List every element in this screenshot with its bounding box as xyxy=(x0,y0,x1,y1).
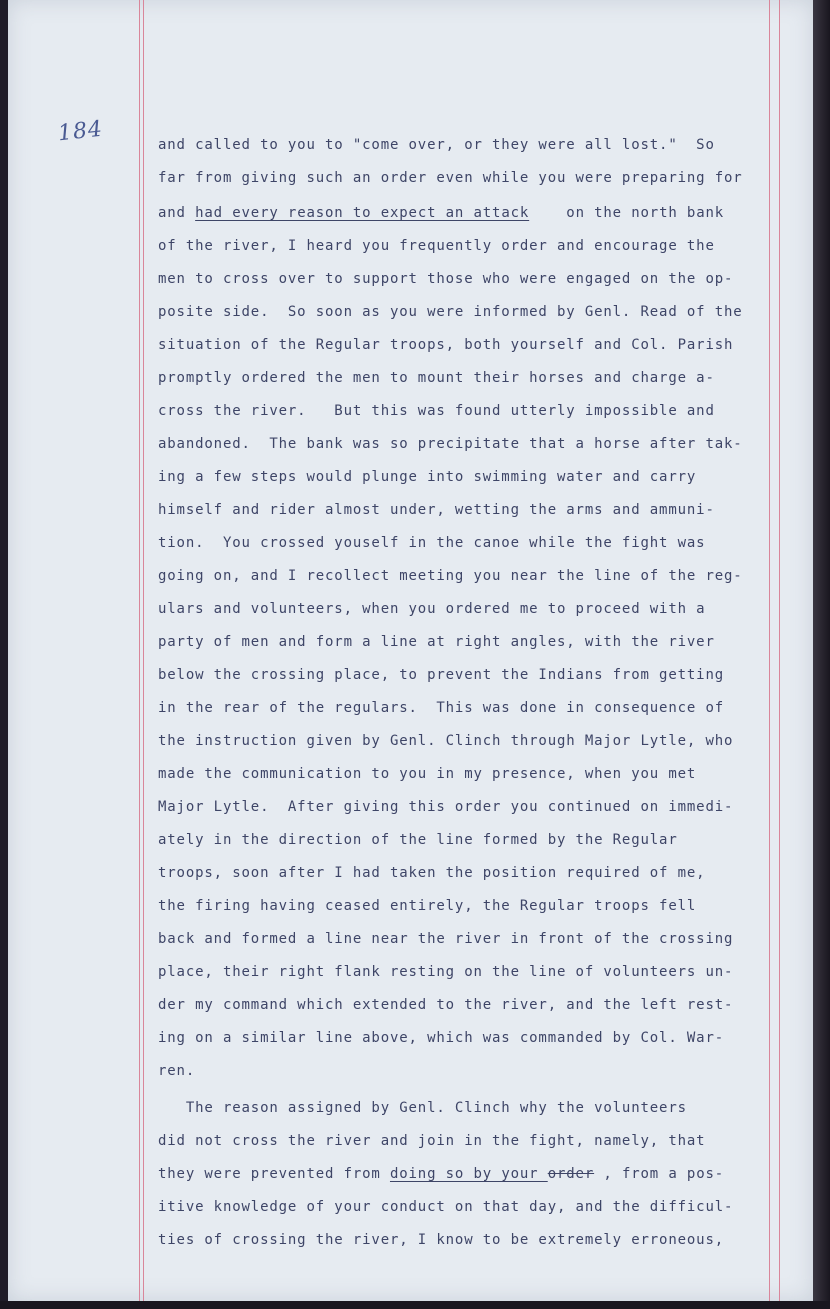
text-line-34: ties of crossing the river, I know to be extremely erroneous, xyxy=(158,1232,725,1248)
text-line-33: itive knowledge of your conduct on that day, and the difficul- xyxy=(158,1199,734,1215)
text-line-22: ately in the direction of the line formed by the Regular xyxy=(158,832,678,848)
text-line-31: did not cross the river and join in the fight, namely, that xyxy=(158,1133,706,1149)
page-edge-shadow xyxy=(813,0,830,1309)
text-line-9: cross the river. But this was found utterly impossible and xyxy=(158,403,715,419)
struck-word: order xyxy=(547,1166,595,1182)
text-line-29: ren. xyxy=(158,1063,196,1079)
text-line-28: ing on a similar line above, which was commanded by Col. War- xyxy=(158,1030,725,1046)
text-line-8: promptly ordered the men to mount their horses and charge a- xyxy=(158,370,715,386)
right-margin-rule-outer xyxy=(779,0,780,1301)
text-line-1: and called to you to "come over, or they were all lost." So xyxy=(158,137,715,153)
text-line-2: far from giving such an order even while you were preparing for xyxy=(158,170,743,186)
text-line-26: place, their right flank resting on the line of volunteers un- xyxy=(158,964,734,980)
text-line-32: they were prevented from doing so by your order , from a pos- xyxy=(158,1166,725,1182)
text-line-24: the firing having ceased entirely, the Regular troops fell xyxy=(158,898,697,914)
underlined-phrase: had every reason to expect an attack xyxy=(195,205,530,221)
text-line-5: men to cross over to support those who were engaged on the op- xyxy=(158,271,734,287)
text-line-18: in the rear of the regulars. This was done in consequence of xyxy=(158,700,725,716)
text-line-6: posite side. So soon as you were informed by Genl. Read of the xyxy=(158,304,743,320)
text-line-14: going on, and I recollect meeting you near the line of the reg- xyxy=(158,568,743,584)
text-line-23: troops, soon after I had taken the position required of me, xyxy=(158,865,706,881)
text-line-11: ing a few steps would plunge into swimming water and carry xyxy=(158,469,697,485)
text-line-17: below the crossing place, to prevent the Indians from getting xyxy=(158,667,725,683)
text-line-20: made the communication to you in my presence, when you met xyxy=(158,766,697,782)
text-line-3: and had every reason to expect an attack on the north bank xyxy=(158,205,725,221)
text-line-30: The reason assigned by Genl. Clinch why the volunteers xyxy=(158,1100,687,1116)
text-line-10: abandoned. The bank was so precipitate that a horse after tak- xyxy=(158,436,743,452)
text-line-13: tion. You crossed youself in the canoe while the fight was xyxy=(158,535,706,551)
text-line-19: the instruction given by Genl. Clinch through Major Lytle, who xyxy=(158,733,734,749)
page-bottom-edge xyxy=(0,1301,830,1309)
left-margin-rule xyxy=(139,0,140,1301)
text-line-25: back and formed a line near the river in front of the crossing xyxy=(158,931,734,947)
text-line-16: party of men and form a line at right angles, with the river xyxy=(158,634,715,650)
text-line-21: Major Lytle. After giving this order you continued on immedi- xyxy=(158,799,734,815)
text-line-27: der my command which extended to the river, and the left rest- xyxy=(158,997,734,1013)
text-line-15: ulars and volunteers, when you ordered me to proceed with a xyxy=(158,601,706,617)
text-line-4: of the river, I heard you frequently order and encourage the xyxy=(158,238,715,254)
text-line-12: himself and rider almost under, wetting the arms and ammuni- xyxy=(158,502,715,518)
right-margin-rule xyxy=(769,0,770,1301)
text-line-7: situation of the Regular troops, both yourself and Col. Parish xyxy=(158,337,734,353)
handwritten-page-number: 184 xyxy=(56,116,105,147)
left-margin-rule-inner xyxy=(143,0,144,1301)
underlined-phrase: doing so by your xyxy=(389,1166,548,1182)
